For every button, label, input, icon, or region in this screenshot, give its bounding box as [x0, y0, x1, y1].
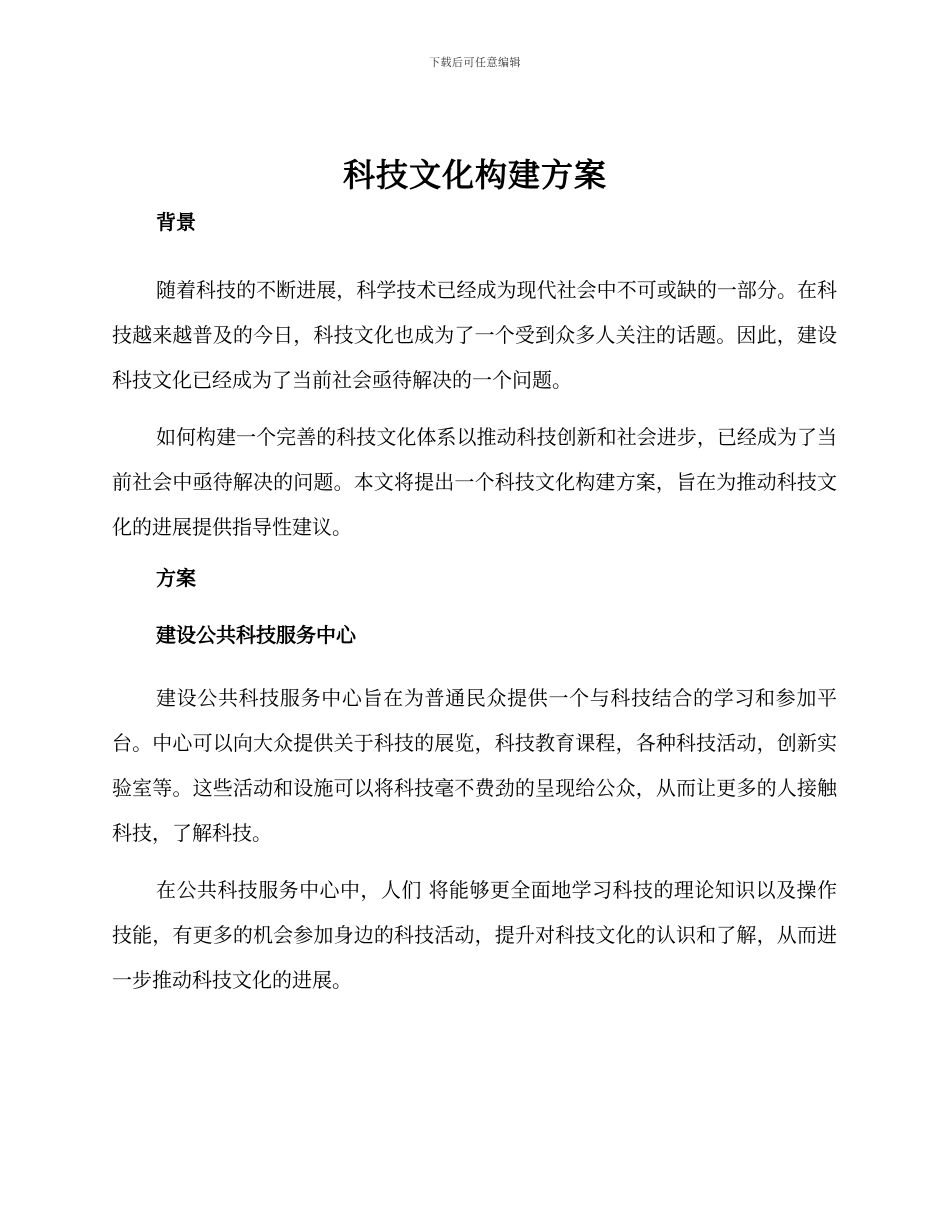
paragraph-background-1: 随着科技的不断进展，科学技术已经成为现代社会中不可或缺的一部分。在科技越来越普及的今日，科技文化也成为了一个受到众多人关注的话题。因此，建设科技文化已经成为了当前社会亟待解决的一个问题。 [112, 278, 837, 392]
document-body [112, 206, 837, 1015]
paragraph-public-center-1: 建设公共科技服务中心旨在为普通民众提供一个与科技结合的学习和参加平台。中心可以向大众提供关于科技的展览，科技教育课程，各种科技活动，创新实验室等。这些活动和设施可以将科技毫不费劲的呈现给公众，从而让更多的人接触科技，了解科技。 [112, 686, 837, 845]
page-header-note: 下载后可任意编辑 [429, 56, 521, 69]
section-heading-background: 背景 [156, 210, 196, 234]
paragraph-public-center-2: 在公共科技服务中心中，人们 将能够更全面地学习科技的理论知识以及操作技能，有更多的机会参加身边的科技活动，提升对科技文化的认识和了解，从而进一步推动科技文化的进展。 [112, 878, 837, 992]
subsection-heading-public-center: 建设公共科技服务中心 [156, 623, 356, 647]
paragraph-background-2: 如何构建一个完善的科技文化体系以推动科技创新和社会进步，已经成为了当前社会中亟待解决的问题。本文将提出一个科技文化构建方案，旨在为推动科技文化的进展提供指导性建议。 [112, 425, 837, 539]
document-title: 科技文化构建方案 [342, 156, 607, 194]
section-heading-plan: 方案 [156, 566, 196, 590]
